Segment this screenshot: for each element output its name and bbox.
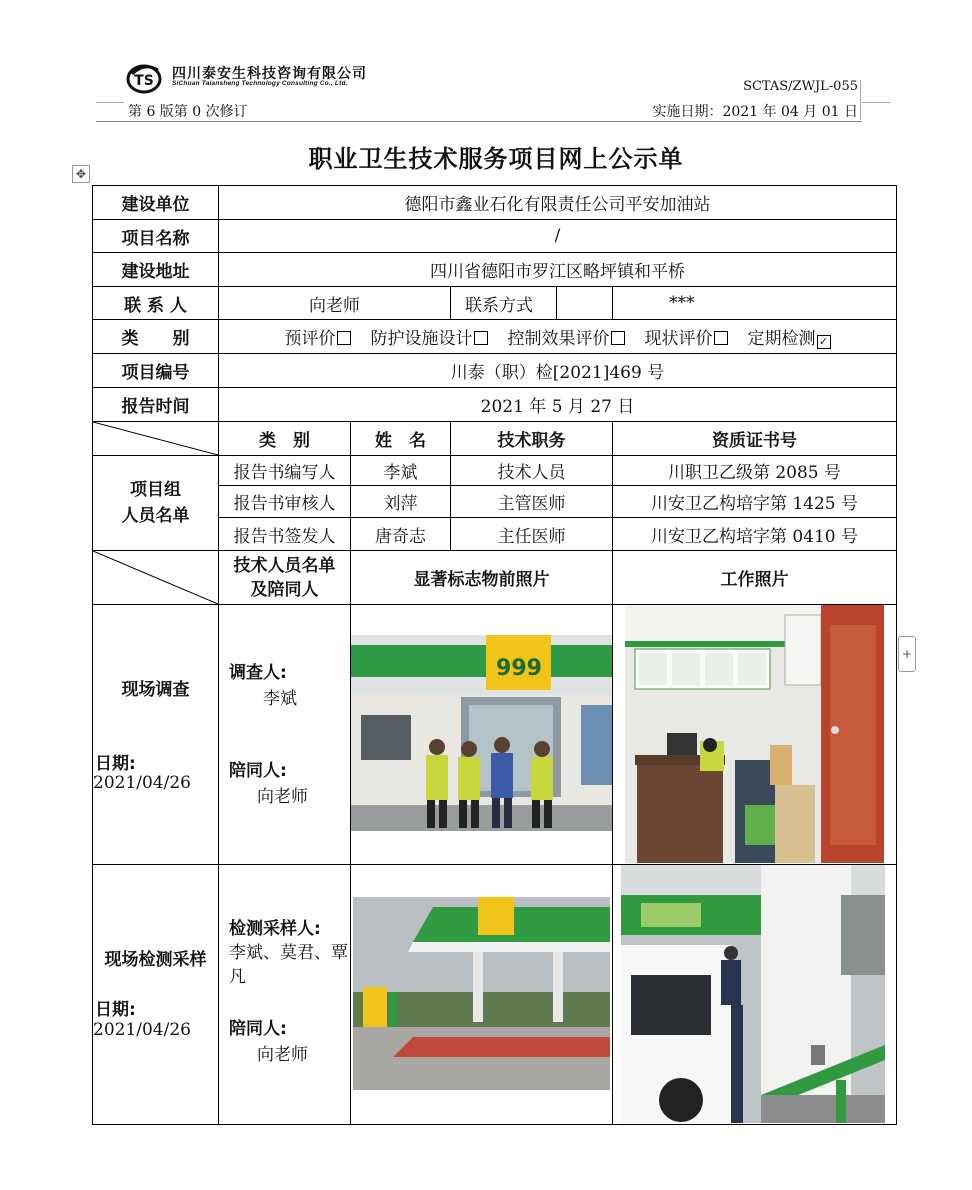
svg-text:TS: TS [134, 73, 154, 89]
header-divider [96, 121, 862, 122]
sampling-staff [219, 865, 351, 1125]
category-option-label: 预评价 [284, 329, 336, 349]
page-title: 职业卫生技术服务项目网上公示单 [308, 144, 684, 173]
sampling-work-photo [621, 865, 885, 1123]
category-option [285, 329, 351, 349]
member-name: 唐奇志 [351, 518, 451, 551]
sampling-work-photo-cell [613, 865, 897, 1125]
unchecked-box-icon[interactable] [474, 331, 488, 345]
sampling-sign-photo-cell [351, 865, 613, 1125]
row-project-no [93, 354, 897, 388]
survey-sign-photo-cell [351, 605, 613, 865]
investigator-name: 李斌 [263, 689, 297, 709]
sampling-date: 2021/04/26 [93, 1020, 191, 1040]
revision-text: 第 6 版第 0 次修订 [128, 104, 248, 120]
sign-text: 999 [496, 656, 542, 681]
team-group-label-1: 项目组 [130, 480, 181, 500]
team-header-cert: 资质证书号 [613, 422, 897, 456]
project-name-label: 项目名称 [93, 220, 219, 253]
survey-escort-name: 向老师 [257, 787, 308, 807]
team-group-label [93, 456, 219, 551]
category-option-label: 控制效果评价 [507, 329, 610, 349]
unchecked-box-icon[interactable] [611, 331, 625, 345]
photo-header-work: 工作照片 [613, 551, 897, 605]
table-move-handle-icon[interactable]: ✥ [72, 165, 90, 183]
diagonal-cell [93, 422, 219, 456]
member-cert: 川安卫乙构培字第 1425 号 [613, 486, 897, 518]
row-project-name [93, 220, 897, 253]
contact-label: 联 系 人 [93, 287, 219, 320]
table-row [93, 456, 897, 486]
category-list [285, 329, 831, 349]
row-category [93, 320, 897, 354]
photo-header-staff-1: 技术人员名单 [233, 555, 336, 576]
photo-header-staff-2: 及陪同人 [250, 579, 319, 600]
category-option-label: 定期检测 [747, 329, 816, 349]
sampling-escort-name: 向老师 [257, 1045, 308, 1065]
member-name: 刘萍 [351, 486, 451, 518]
sampler-names: 李斌、莫君、覃凡 [229, 943, 348, 987]
team-header-row [93, 422, 897, 456]
company-name-en: SiChuan Taiansheng Technology Consulting Co., Ltd. [172, 80, 348, 87]
diagonal-cell [93, 551, 219, 605]
checked-box-icon[interactable]: ✓ [817, 335, 831, 349]
row-report-time [93, 388, 897, 422]
address-label: 建设地址 [93, 253, 219, 287]
survey-staff [219, 605, 351, 865]
survey-date: 2021/04/26 [93, 773, 191, 793]
row-contact [93, 287, 897, 320]
sampler-label: 检测采样人: [229, 919, 321, 939]
survey-info [93, 605, 219, 865]
category-option [508, 329, 625, 349]
category-options [219, 320, 897, 354]
row-unit [93, 186, 897, 220]
category-option-label: 现状评价 [644, 329, 713, 349]
unchecked-box-icon[interactable] [337, 331, 351, 345]
photo-header-staff [219, 551, 351, 605]
unit-value: 德阳市鑫业石化有限责任公司平安加油站 [219, 186, 897, 220]
unit-label: 建设单位 [93, 186, 219, 220]
unchecked-box-icon[interactable] [714, 331, 728, 345]
survey-work-photo-cell [613, 605, 897, 865]
address-value: 四川省德阳市罗江区略坪镇和平桥 [219, 253, 897, 287]
project-no-value: 川泰（职）检[2021]469 号 [219, 354, 897, 388]
report-time-value: 2021 年 5 月 27 日 [219, 388, 897, 422]
contact-method-label [451, 287, 613, 320]
report-time-label: 报告时间 [93, 388, 219, 422]
survey-row [93, 605, 897, 865]
survey-title: 现场调查 [121, 680, 190, 700]
sampling-escort-label: 陪同人: [229, 1019, 287, 1039]
notice-table [92, 185, 897, 1125]
member-cert: 川安卫乙构培字第 0410 号 [613, 518, 897, 551]
survey-date-label: 日期: [95, 754, 136, 774]
category-option [645, 329, 728, 349]
sampling-info [93, 865, 219, 1125]
photo-header-row [93, 551, 897, 605]
sampling-date-label: 日期: [95, 1000, 136, 1020]
member-role: 报告书签发人 [219, 518, 351, 551]
member-role: 报告书编写人 [219, 456, 351, 486]
crop-mark [860, 80, 861, 120]
station-storefront-photo [351, 635, 612, 831]
sampling-title: 现场检测采样 [104, 950, 207, 970]
doc-number: SCTAS/ZWJL-055 [743, 79, 858, 94]
category-label: 类 别 [93, 320, 219, 354]
team-header-role: 类 别 [219, 422, 351, 456]
member-name: 李斌 [351, 456, 451, 486]
contact-value: 向老师 [219, 287, 451, 320]
member-role: 报告书审核人 [219, 486, 351, 518]
team-header-name: 姓 名 [351, 422, 451, 456]
category-option [371, 329, 488, 349]
survey-escort-label: 陪同人: [229, 761, 287, 781]
category-option-label: 防护设施设计 [370, 329, 473, 349]
sampling-row [93, 865, 897, 1125]
member-title: 技术人员 [451, 456, 613, 486]
member-title: 主任医师 [451, 518, 613, 551]
office-work-photo [625, 605, 884, 863]
team-group-label-2: 人员名单 [121, 506, 190, 526]
member-cert: 川职卫乙级第 2085 号 [613, 456, 897, 486]
add-column-icon[interactable]: + [898, 636, 916, 672]
row-address [93, 253, 897, 287]
project-name-value: / [219, 220, 897, 253]
team-header-title: 技术职务 [451, 422, 613, 456]
company-name: 四川泰安生科技咨询有限公司 [172, 66, 367, 82]
crop-mark [862, 102, 890, 103]
contact-method-label-text: 联系方式 [465, 295, 533, 316]
project-no-label: 项目编号 [93, 354, 219, 388]
member-title: 主管医师 [451, 486, 613, 518]
investigator-label: 调查人: [229, 663, 287, 683]
crop-mark [96, 102, 124, 103]
category-option [748, 329, 831, 349]
effective-date: 实施日期：2021 年 04 月 01 日 [652, 104, 858, 120]
contact-method-value: *** [613, 287, 897, 320]
station-canopy-photo [353, 897, 610, 1090]
company-logo [126, 60, 162, 96]
photo-header-sign: 显著标志物前照片 [351, 551, 613, 605]
